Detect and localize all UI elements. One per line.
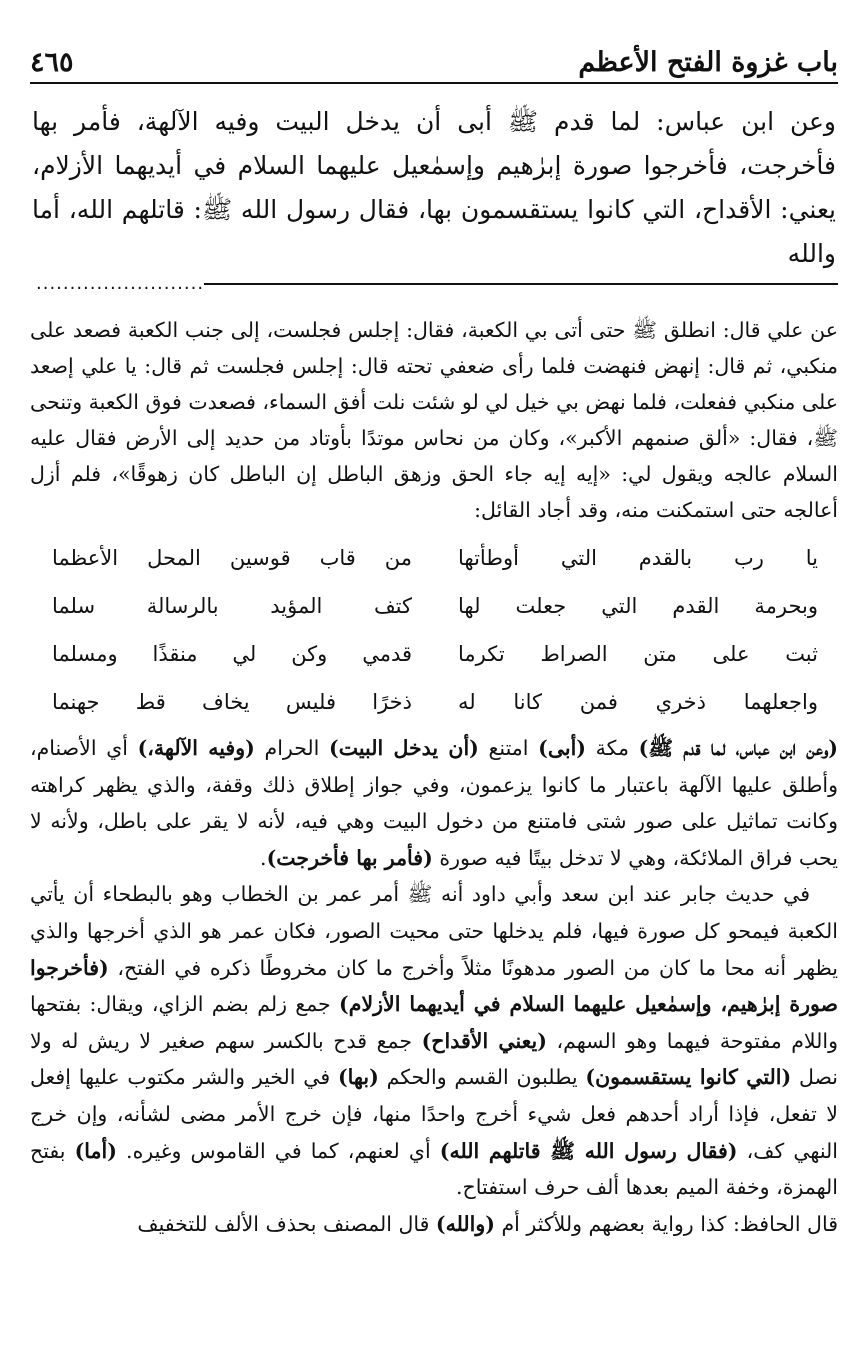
hadith-ali-block bbox=[30, 312, 838, 528]
commentary-text: جمع قدح بالكسر سهم صغير لا ريش له ولا نصل bbox=[30, 1028, 838, 1090]
commentary-text: امتنع bbox=[478, 736, 539, 760]
commentary-text: في حديث جابر عند ابن سعد وأبي داود أنه ﷺ أمر عمر بن الخطاب وهو بالبطحاء أن يأتي الكعبة فيمحو كل صورة فيها، فلم يدخلها حتى محيت الصور، فكان عمر هو الذي أخرجها والذي يظهر أنه محا ما كان من الصور مدهونًا مثلاً وأخرج ما كان مخروطًا ذكره في الفتح، bbox=[30, 882, 838, 980]
verse-first-hemistich: وبحرمة القدم التي جعلت لها bbox=[457, 594, 818, 618]
chapter-title: باب غزوة الفتح الأعظم bbox=[578, 47, 838, 78]
running-head bbox=[30, 40, 838, 84]
commentary-paragraph-1 bbox=[30, 730, 838, 876]
verse-second-hemistich: قدمي وكن لي منقذًا ومسلما bbox=[52, 642, 413, 666]
commentary-text: قال المصنف بحذف الألف للتخفيف bbox=[137, 1211, 436, 1236]
poem bbox=[52, 534, 818, 726]
verse-first-hemistich: ثبت على متن الصراط تكرما bbox=[457, 642, 818, 666]
hadith-ali-paragraph: عن علي قال: انطلق ﷺ حتى أتى بي الكعبة، فقال: إجلس فجلست، إلى جنب الكعبة فصعد على منكبي، ثم قال: إنهض فنهضت فلما رأى ضعفي تحته قال: إجلس فجلست ثم قال: يا علي إصعد على منكبي ففعلت، فلما نهض بي خيل لي لو شئت نلت أفق السماء، فصعدت فوق الكعبة وتنحى ﷺ، فقال: «ألق صنمهم الأكبر»، وكان من نحاس موتدًا بأوتاد من حديد إلى الأرض فقال عليه السلام عالجه ويقول لي: «إيه إيه جاء الحق وزهق الباطل إن الباطل كان زهوقًا»، فلم أزل أعالجه حتى استمكنت منه، وقد أجاد القائل: bbox=[30, 318, 838, 522]
verse-second-hemistich: من قاب قوسين المحل الأعظما bbox=[52, 546, 413, 570]
separator-rule bbox=[204, 283, 838, 285]
poem-verse bbox=[52, 630, 818, 678]
quoted-matn: (وفيه الآلهة،) bbox=[137, 736, 255, 760]
quoted-matn: (وعن ابن عباس، لما قدم ﷺ) bbox=[638, 736, 838, 760]
quoted-matn: (بها) bbox=[337, 1065, 379, 1090]
poem-verse bbox=[52, 678, 818, 726]
quoted-matn: (يعني الأقداح) bbox=[421, 1028, 547, 1053]
quoted-matn: (التي كانوا يستقسمون) bbox=[585, 1065, 792, 1090]
matn-separator bbox=[30, 273, 838, 294]
matn-paragraph: وعن ابن عباس: لما قدم ﷺ أبى أن يدخل البيت وفيه الآلهة، فأمر بها فأخرجت، فأخرجوا صورة إبرٰهيم وإسمٰعيل عليهما السلام في أيديهما الأزلام، يعني: الأقداح، التي كانوا يستقسمون بها، فقال رسول الله ﷺ: قاتلهم الله، أما والله bbox=[32, 107, 836, 268]
quoted-matn: (أبى) bbox=[538, 736, 587, 760]
commentary-text: . bbox=[260, 845, 267, 870]
matn-text-block bbox=[30, 100, 838, 276]
commentary-paragraph-2 bbox=[30, 876, 838, 1205]
verse-second-hemistich: كتف المؤيد بالرسالة سلما bbox=[52, 594, 413, 618]
quoted-matn: (والله) bbox=[435, 1211, 495, 1236]
commentary-block bbox=[30, 730, 838, 1242]
commentary-text: في الخير والشر مكتوب عليها إفعل لا تفعل، فإذا أراد أحدهم فعل شيء أخرج واحدًا منها، فإن خرج الأمر مضى لشأنه، وإن خرج النهي كف، bbox=[30, 1065, 838, 1163]
poem-verse bbox=[52, 582, 818, 630]
commentary-text: بفتح الهمزة، وخفة الميم بعدها ألف حرف استفتاح. bbox=[30, 1138, 838, 1200]
commentary-text: أي لعنهم، كما في القاموس وغيره. bbox=[116, 1138, 440, 1163]
verse-first-hemistich: واجعلهما ذخري فمن كانا له bbox=[457, 690, 818, 714]
commentary-paragraph-3 bbox=[30, 1206, 838, 1243]
poem-verse bbox=[52, 534, 818, 582]
commentary-text: أي الأصنام، وأطلق عليها الآلهة باعتبار ما كانوا يزعمون، وفي جواز إطلاق ذلك وقفة، والذي يظهر كراهته وكانت تماثيل على صور شتى فامتنع من دخول البيت وهي فيه، لأنه لا يقر على باطل، ولأنه لا يحب فراق الملائكة، وهي لا تدخل بيتًا فيه صورة bbox=[30, 736, 838, 870]
commentary-text: مكة bbox=[586, 736, 639, 760]
commentary-text: جمع زلم بضم الزاي، ويقال: بفتحها واللام مفتوحة فيهما وهو السهم، bbox=[30, 992, 838, 1053]
quoted-matn: (أن يدخل البيت) bbox=[329, 736, 479, 760]
commentary-text: يطلبون القسم والحكم bbox=[378, 1065, 586, 1090]
commentary-text: الحرام bbox=[254, 736, 330, 760]
commentary-text: قال الحافظ: كذا رواية بعضهم وللأكثر أم bbox=[494, 1211, 838, 1236]
quoted-matn: (فقال رسول الله ﷺ قاتلهم الله) bbox=[439, 1138, 738, 1163]
book-page bbox=[30, 40, 838, 1242]
verse-second-hemistich: ذخرًا فليس يخاف قط جهنما bbox=[52, 690, 413, 714]
quoted-matn: (فأمر بها فأخرجت) bbox=[266, 845, 433, 870]
quoted-matn: (فأخرجوا صورة إبرٰهيم، وإسمٰعيل عليهما السلام في أيديهما الأزلام) bbox=[30, 955, 838, 1017]
verse-first-hemistich: يا رب بالقدم التي أوطأتها bbox=[457, 546, 818, 570]
quoted-matn: (أما) bbox=[74, 1138, 117, 1163]
page-number: ٤٦٥ bbox=[30, 47, 74, 78]
continuation-dots: ......................... bbox=[36, 273, 205, 294]
